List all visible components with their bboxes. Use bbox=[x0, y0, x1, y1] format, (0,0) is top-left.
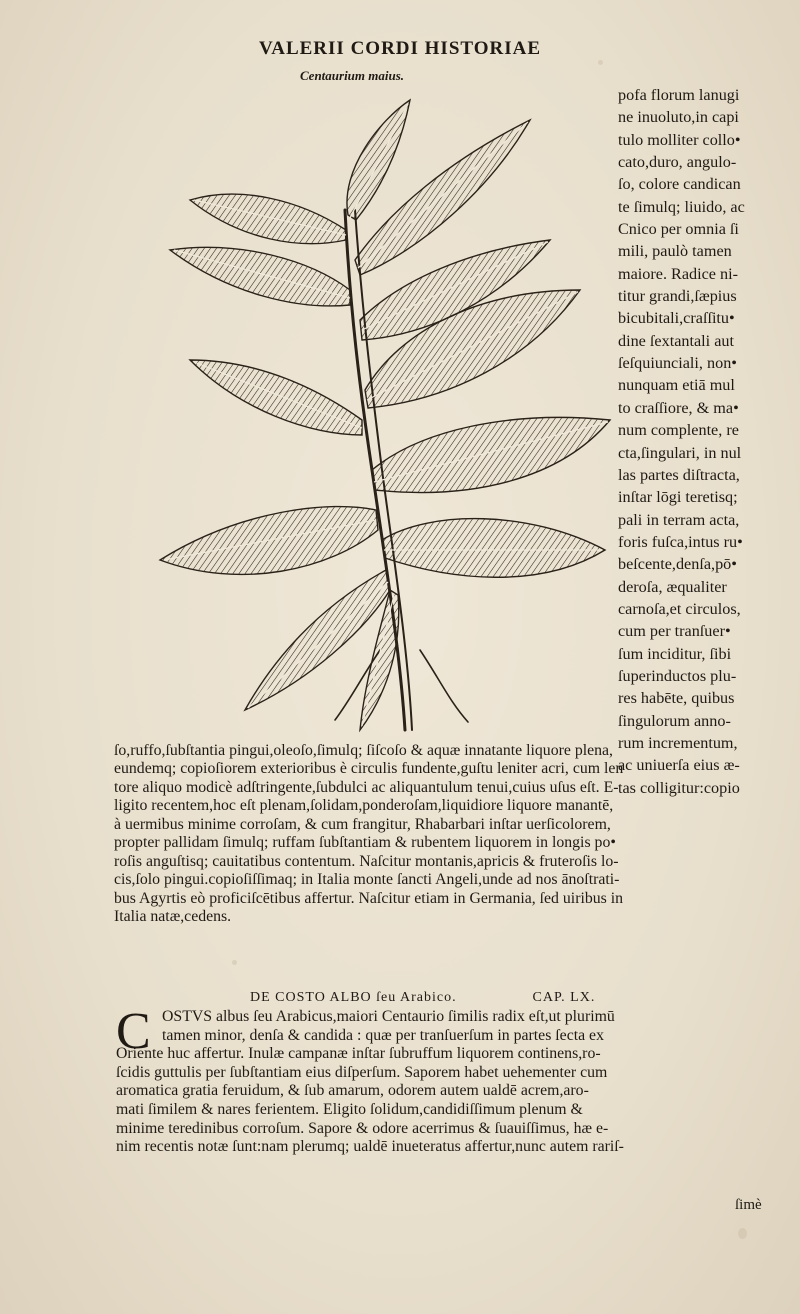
text-line: carnoſa,et circulos, bbox=[618, 599, 741, 618]
text-line: tore aliquo modicè adſtringente,ſubdulci ac aliquantulum tenui,cuius uſus eſt. E- bbox=[114, 778, 619, 796]
chapter-number: CAP. LX. bbox=[532, 990, 596, 1005]
text-line: eundemq; copioſiorem exterioribus è circulis fundente,guſtu leniter acri, cum len bbox=[114, 760, 624, 778]
text-line: tulo molliter collo• bbox=[618, 130, 741, 149]
text-line: ſuperinductos plu- bbox=[618, 666, 737, 685]
text-line: pofa florum lanugi bbox=[618, 86, 740, 104]
text-line: num complente, re bbox=[618, 421, 739, 440]
text-line: ſingulorum anno- bbox=[618, 711, 731, 730]
catchword: ſimè bbox=[735, 1197, 762, 1213]
text-line: Oriente huc affertur. Inulæ campanæ inſtar ſubruffum liquorem continens,ro- bbox=[116, 1045, 601, 1063]
text-line: beſcente,denſa,pō• bbox=[618, 555, 737, 574]
side-text-column bbox=[618, 84, 778, 799]
text-line: bus Agyrtis eò proficiſcētibus affertur. Naſcitur etiam in Germania, ſed uiribus in bbox=[114, 889, 624, 907]
text-line: titur grandi,ſæpius bbox=[618, 287, 737, 306]
text-line: ſcidis guttulis per ſubſtantiam eius diſperſum. Saporem habet uehementer cum bbox=[116, 1063, 608, 1081]
running-head: VALERII CORDI HISTORIAE bbox=[258, 38, 542, 59]
text-line: res habēte, quibus bbox=[618, 689, 735, 708]
plant-woodcut-illustration bbox=[150, 90, 625, 740]
text-line: ne inuoluto,in capi bbox=[618, 108, 739, 127]
chapter-title: DE COSTO ALBO ſeu Arabico. bbox=[250, 990, 457, 1005]
text-line: nunquam etiā mul bbox=[618, 376, 735, 395]
text-line: Italia natæ,cedens. bbox=[114, 908, 232, 926]
text-line: cato,duro, angulo- bbox=[618, 153, 737, 172]
text-line: cis,ſolo pingui.copioſiſſimaq; in Italia monte ſancti Angeli,unde ad nos ānoſtrati- bbox=[114, 871, 620, 889]
text-line: ſeſquiunciali, non• bbox=[618, 354, 737, 373]
text-line: las partes diſtracta, bbox=[618, 465, 740, 484]
text-line: Cnico per omnia ſi bbox=[618, 220, 739, 239]
text-line: propter pallidam ſimulq; ruffam ſubſtantiam & rubentem liquorem in longis po• bbox=[114, 834, 616, 852]
text-line: maiore. Radice ni- bbox=[618, 264, 739, 283]
text-line: aromatica gratia feruidum, & ſub amarum, odorem autem ualdē acrem,aro- bbox=[116, 1082, 589, 1100]
text-line: OSTVS albus ſeu Arabicus,maiori Centaurio ſimilis radix eſt,ut plurimū bbox=[162, 1008, 615, 1025]
chapter-heading bbox=[250, 990, 750, 1006]
full-width-text bbox=[114, 742, 780, 927]
text-line: mili, paulò tamen bbox=[618, 242, 732, 261]
text-line: inſtar lōgi teretisq; bbox=[618, 488, 738, 507]
chapter-body bbox=[116, 1003, 780, 1157]
paper-stain bbox=[738, 1228, 747, 1239]
text-line: mati ſimilem & nares ferientem. Eligito ſolidum,candidiſſimum plenum & bbox=[116, 1100, 583, 1118]
illustration-caption: Centaurium maius. bbox=[300, 68, 405, 83]
text-line: te ſimulq; liuido, ac bbox=[618, 197, 745, 216]
text-line: nim recentis notæ ſunt:nam plerumq; ualdē inueteratus affertur,nunc autem rariſ- bbox=[116, 1138, 624, 1156]
text-line: à uermibus minime corroſam, & cum frangitur, Rhabarbari inſtar uerſicolorem, bbox=[114, 815, 611, 833]
text-line: bicubitali,craſſitu• bbox=[618, 309, 735, 328]
text-line: ac uniuerſa eius æ- bbox=[618, 756, 740, 775]
text-line: tas colligitur:copio bbox=[618, 778, 740, 797]
text-line: cta,ſingulari, in nul bbox=[618, 443, 742, 462]
text-line: cum per tranſuer• bbox=[618, 622, 731, 641]
text-line: minime teredinibus corroſum. Sapore & odore acerrimus & ſuauiſſimus, hæ e- bbox=[116, 1119, 609, 1137]
text-line: ligito recentem,hoc eſt plenam,ſolidam,ponderoſam,liquidiore liquore manantē, bbox=[114, 797, 614, 815]
text-line: deroſa, æqualiter bbox=[618, 577, 727, 596]
paper-stain bbox=[598, 60, 603, 65]
paper-stain bbox=[232, 960, 237, 965]
text-line: roſis anguſtisq; cauitatibus contentum. Naſcitur montanis,apricis & fruteroſis lo- bbox=[114, 852, 619, 870]
text-line: dine ſextantali aut bbox=[618, 331, 734, 350]
text-line: to craſſiore, & ma• bbox=[618, 398, 739, 417]
text-line: tamen minor, denſa & candida : quæ per tranſuerſum in partes ſecta ex bbox=[162, 1026, 604, 1044]
text-line: ſum inciditur, ſibi bbox=[618, 644, 732, 663]
text-line: pali in terram acta, bbox=[618, 510, 740, 529]
text-line: ſo, colore candican bbox=[618, 175, 741, 194]
text-line: foris fuſca,intus ru• bbox=[618, 532, 743, 551]
text-line: ſo,ruffo,ſubſtantia pingui,oleoſo,ſimulq; ſiſcoſo & aquæ innatante liquore plena, bbox=[114, 742, 613, 759]
drop-initial: C bbox=[116, 1003, 151, 1060]
text-line: rum incrementum, bbox=[618, 733, 738, 752]
